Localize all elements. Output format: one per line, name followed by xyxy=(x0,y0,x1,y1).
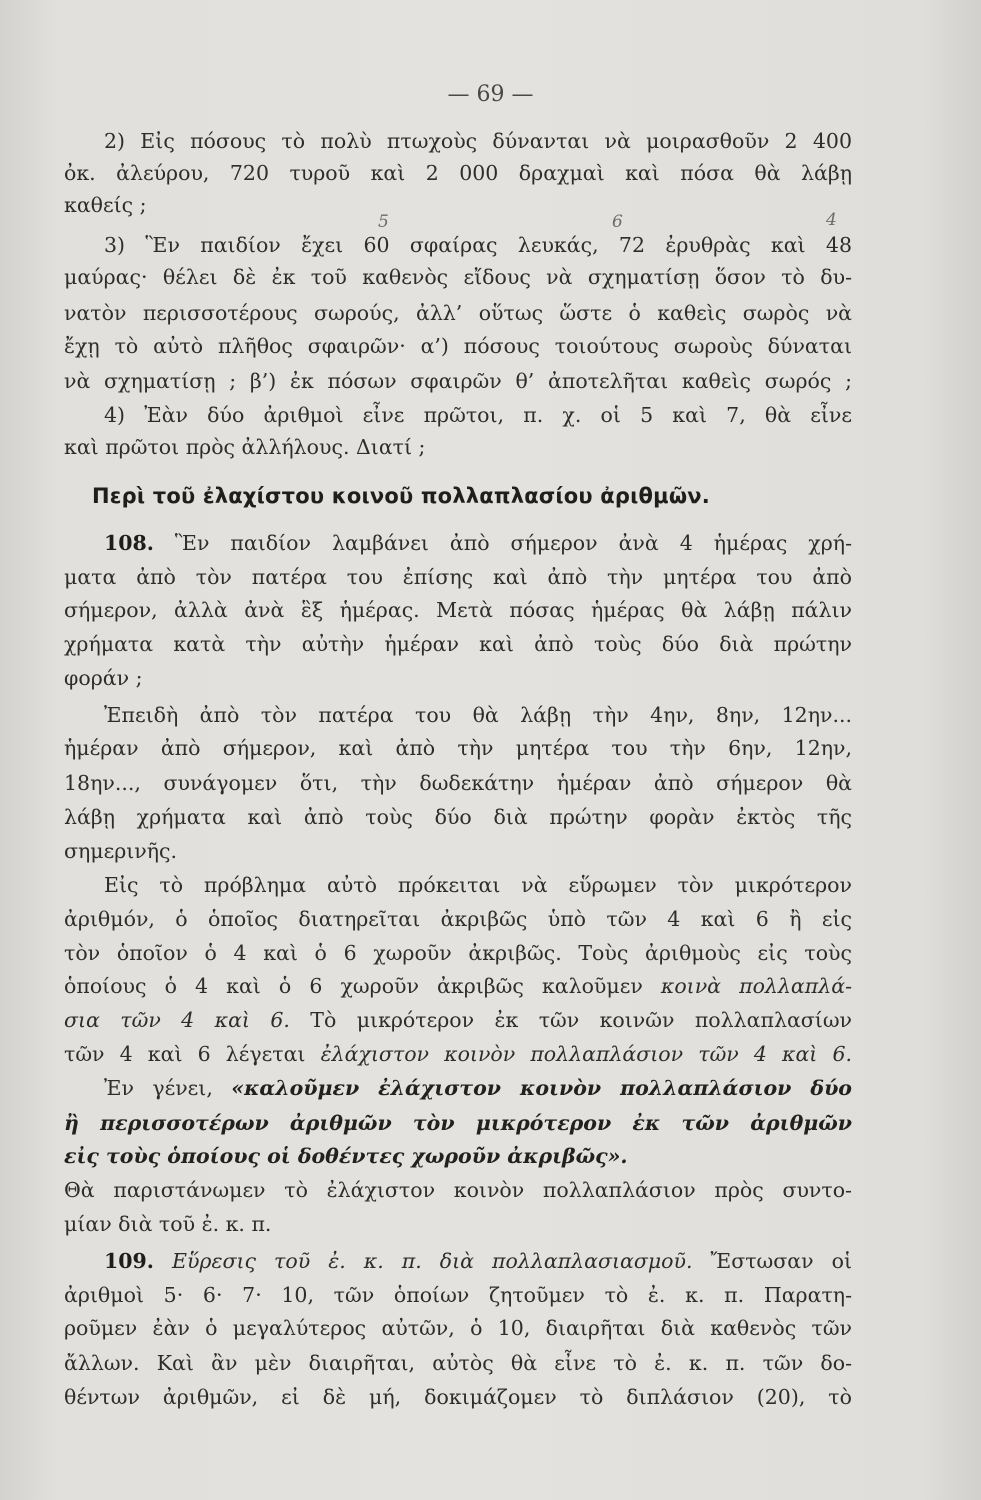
text-line: σημερινῆς. xyxy=(64,839,178,863)
text-line: νὰ σχηματίσῃ ; β’) ἐκ πόσων σφαιρῶν θ’ ἀποτελῆται καθεὶς σωρός ; xyxy=(64,369,852,393)
text-span: τῶν 4 καὶ 6 λέγεται xyxy=(64,1042,321,1066)
italic-title: Εὕρεσις τοῦ ἐ. κ. π. διὰ πολλαπλασιασμοῦ. xyxy=(153,1249,693,1273)
text-line xyxy=(64,973,852,999)
text-line: σήμερον, ἀλλὰ ἀνὰ ἓξ ἡμέρας. Μετὰ πόσας ἡμέρας θὰ λάβῃ πάλιν xyxy=(64,598,852,622)
text-line: μίαν διὰ τοῦ ἐ. κ. π. xyxy=(64,1212,272,1236)
text-line: φοράν ; xyxy=(64,666,143,690)
text-line: Εἰς τὸ πρόβλημα αὐτὸ πρόκειται νὰ εὕρωμεν τὸν μικρότερον xyxy=(104,873,852,897)
text-line: χρήματα κατὰ τὴν αὐτὴν ἡμέραν καὶ ἀπὸ τοὺς δύο διὰ πρώτην xyxy=(64,632,852,656)
section-heading: Περὶ τοῦ ἐλαχίστου κοινοῦ πολλαπλασίου ἀριθμῶν. xyxy=(92,484,710,508)
text-line xyxy=(104,1075,852,1101)
text-line: Θὰ παριστάνωμεν τὸ ἐλάχιστον κοινὸν πολλαπλάσιον πρὸς συντο- xyxy=(64,1178,852,1202)
text-line: λάβῃ χρήματα καὶ ἀπὸ τοὺς δύο διὰ πρώτην φορὰν ἐκτὸς τῆς xyxy=(64,805,852,829)
text-line xyxy=(64,1007,852,1033)
text-line: νατὸν περισσοτέρους σωρούς, ἀλλ’ οὕτως ὥστε ὁ καθεὶς σωρὸς νὰ xyxy=(64,301,852,325)
text-span: Ἓν παιδίον λαμβάνει ἀπὸ σήμερον ἀνὰ 4 ἡμέρας χρή- xyxy=(174,531,852,555)
text-line: θέντων ἀριθμῶν, εἰ δὲ μή, δοκιμάζομεν τὸ διπλάσιον (20), τὸ xyxy=(64,1385,852,1409)
italic-term: κοινὰ πολλαπλά- xyxy=(660,974,852,998)
text-line: ἀριθμοὶ 5· 6· 7· 10, τῶν ὁποίων ζητοῦμεν τὸ ἐ. κ. π. Παρατη- xyxy=(64,1283,852,1307)
definition-text: «καλοῦμεν ἐλάχιστον κοινὸν πολλαπλάσιον δύο xyxy=(231,1076,852,1100)
text-line xyxy=(104,1248,852,1274)
handwritten-mark: 5 xyxy=(378,212,389,232)
text-line: ἡμέραν ἀπὸ σήμερον, καὶ ἀπὸ τὴν μητέρα του τὴν 6ην, 12ην, xyxy=(64,736,852,760)
paragraph-number: 109. xyxy=(104,1249,154,1273)
text-span: Ἔστωσαν οἱ xyxy=(692,1249,852,1273)
text-line: ὀκ. ἀλεύρου, 720 τυροῦ καὶ 2 000 δραχμαὶ καὶ πόσα θὰ λάβῃ xyxy=(64,161,852,185)
italic-term: ἐλάχιστον κοινὸν πολλαπλάσιον τῶν 4 καὶ 6. xyxy=(320,1042,853,1066)
definition-text: ἢ περισσοτέρων ἀριθμῶν τὸν μικρότερον ἐκ τῶν ἀριθμῶν xyxy=(64,1111,852,1135)
text-line xyxy=(104,530,852,556)
text-span: Ἐν γένει, xyxy=(104,1076,232,1100)
text-line: ροῦμεν ἐὰν ὁ μεγαλύτερος αὐτῶν, ὁ 10, διαιρῆται διὰ καθενὸς τῶν xyxy=(64,1316,852,1340)
text-line: ἄλλων. Καὶ ἂν μὲν διαιρῆται, αὐτὸς θὰ εἶνε τὸ ἐ. κ. π. τῶν δο- xyxy=(64,1351,852,1375)
text-line: 18ην..., συνάγομεν ὅτι, τὴν δωδεκάτην ἡμέραν ἀπὸ σήμερον θὰ xyxy=(64,771,852,795)
text-line: 2) Εἰς πόσους τὸ πολὺ πτωχοὺς δύνανται νὰ μοιρασθοῦν 2 400 xyxy=(104,129,852,153)
handwritten-mark: 4 xyxy=(826,210,837,230)
italic-term: σια τῶν 4 καὶ 6. xyxy=(64,1008,290,1032)
text-line: ματα ἀπὸ τὸν πατέρα του ἐπίσης καὶ ἀπὸ τὴν μητέρα του ἀπὸ xyxy=(64,565,852,589)
text-line: μαύρας· θέλει δὲ ἐκ τοῦ καθενὸς εἴδους νὰ σχηματίσῃ ὅσον τὸ δυ- xyxy=(64,265,852,289)
handwritten-mark: 6 xyxy=(612,212,623,232)
paragraph-number: 108. xyxy=(104,531,154,555)
text-line: 3) Ἓν παιδίον ἔχει 60 σφαίρας λευκάς, 72 ἐρυθρὰς καὶ 48 xyxy=(104,233,852,257)
text-span: Τὸ μικρότερον ἐκ τῶν κοινῶν πολλαπλασίων xyxy=(289,1008,853,1032)
text-line: ἔχῃ τὸ αὐτὸ πλῆθος σφαιρῶν· α’) πόσους τοιούτους σωροὺς δύναται xyxy=(64,334,852,358)
text-line: Ἐπειδὴ ἀπὸ τὸν πατέρα του θὰ λάβῃ τὴν 4ην, 8ην, 12ην... xyxy=(104,703,852,727)
text-span: ὁποίους ὁ 4 καὶ ὁ 6 χωροῦν ἀκριβῶς καλοῦμεν xyxy=(64,974,661,998)
text-line: 4) Ἐὰν δύο ἀριθμοὶ εἶνε πρῶτοι, π. χ. οἱ 5 καὶ 7, θὰ εἶνε xyxy=(104,403,852,427)
text-line xyxy=(64,1041,852,1067)
text-line: καὶ πρῶτοι πρὸς ἀλλήλους. Διατί ; xyxy=(64,435,426,459)
text-line: ἀριθμόν, ὁ ὁποῖος διατηρεῖται ἀκριβῶς ὑπὸ τῶν 4 καὶ 6 ἢ εἰς xyxy=(64,907,852,931)
text-line: τὸν ὁποῖον ὁ 4 καὶ ὁ 6 χωροῦν ἀκριβῶς. Τοὺς ἀριθμοὺς εἰς τοὺς xyxy=(64,941,852,965)
definition-text: εἰς τοὺς ὁποίους οἱ δοθέντες χωροῦν ἀκριβῶς». xyxy=(64,1144,628,1168)
page-number: — 69 — xyxy=(447,82,534,107)
text-line: καθείς ; xyxy=(64,193,147,217)
